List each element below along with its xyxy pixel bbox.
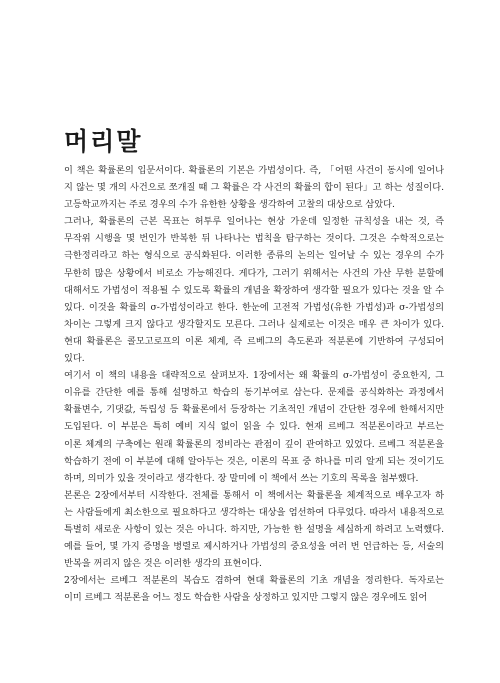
text-line: 현대 확률론은 콜모고로프의 이론 체계, 즉 르베그의 측도론과 적분론에 기반하여 구성되어 — [64, 335, 444, 347]
paragraph — [64, 572, 444, 606]
text-line: 이 책은 확률론의 입문서이다. 확률론의 기본은 가법성이다. 즉, 「어떤 사건이 동시에 일어나 — [64, 165, 444, 176]
text-line: 본론은 2장에서부터 시작한다. 전체를 통해서 이 책에서는 확률론을 체계적으로 배우고자 하 — [64, 489, 444, 501]
text-line: 이미 르베그 적분론을 어느 정도 학습한 사람을 상정하고 있지만 그렇지 않은 경우에도 읽어 — [64, 592, 428, 604]
text-line: 반복을 꺼리지 않은 것은 이러한 생각의 표현이다. — [64, 558, 262, 570]
text-line: 있다. — [64, 353, 85, 365]
paragraph — [64, 487, 444, 572]
body-text — [64, 162, 444, 606]
text-line: 도입된다. 이 부분은 특히 예비 지식 없이 읽을 수 있다. 현재 르베그 적분론이라고 부르는 — [64, 421, 444, 433]
page-title: 머리말 — [64, 127, 143, 156]
text-line: 그러나, 확률론의 근본 목표는 허투루 일어나는 현상 가운데 일정한 규칙성을 내는 것, 즉 — [64, 216, 444, 228]
text-line: 학습하기 전에 이 부분에 대해 알아두는 것은, 이론의 목표 중 하나를 미리 알게 되는 것이기도 — [64, 455, 444, 467]
paragraph — [64, 213, 444, 367]
text-line: 특별히 새로운 사항이 있는 것은 아니다. 하지만, 가능한 한 설명을 세심하게 하려고 노력했다. — [64, 523, 444, 535]
text-line: 는 사람들에게 최소한으로 필요하다고 생각하는 대상을 엄선하여 다루었다. 따라서 내용적으로 — [64, 506, 444, 518]
text-line: 고등학교까지는 주로 경우의 수가 유한한 상황을 생각하여 고찰의 대상으로 삼았다. — [64, 199, 395, 211]
text-line: 예를 들어, 몇 가지 증명을 병렬로 제시하거나 가법성의 중요성을 여러 번 언급하는 등, 서술의 — [64, 541, 444, 553]
paragraph — [64, 367, 444, 487]
text-line: 무작위 시행을 몇 번인가 반복한 뒤 나타나는 법칙을 탐구하는 것이다. 그것은 수학적으로는 — [64, 233, 444, 245]
text-line: 대해서도 가법성이 적용될 수 있도록 확률의 개념을 확장하여 생각할 필요가 있다는 것을 알 수 — [64, 284, 444, 296]
text-line: 무한히 많은 상황에서 비로소 가능해진다. 게다가, 그러기 위해서는 사건의 가산 무한 분할에 — [64, 267, 444, 279]
text-line: 차이는 그렇게 크지 않다고 생각할지도 모른다. 그러나 실제로는 이것은 매우 큰 차이가 있다. — [64, 318, 444, 330]
text-line: 이유를 간단한 예를 통해 설명하고 학습의 동기부여로 삼는다. 문제를 공식화하는 과정에서 — [64, 387, 444, 399]
text-line: 하며, 의미가 있을 것이라고 생각한다. 장 말미에 이 책에서 쓰는 기호의 목록을 첨부했다. — [64, 472, 419, 484]
text-line: 이론 체계의 구축에는 원래 확률론의 정비라는 관점이 깊이 관여하고 있었다. 르베그 적분론을 — [64, 438, 444, 450]
paragraph — [64, 162, 444, 213]
text-line: 극한정리라고 하는 형식으로 공식화된다. 이러한 종류의 논의는 일어날 수 있는 경우의 수가 — [64, 250, 444, 262]
text-line: 여기서 이 책의 내용을 대략적으로 살펴보자. 1장에서는 왜 확률의 σ-가법성이 중요한지, 그 — [64, 370, 444, 382]
text-line: 확률변수, 기댓값, 독립성 등 확률론에서 등장하는 기초적인 개념이 간단한 경우에 한해서지만 — [64, 404, 444, 416]
text-line: 지 않는 몇 개의 사건으로 쪼개질 때 그 확률은 각 사건의 확률의 합이 된다」고 하는 성질이다. — [64, 182, 444, 194]
text-line: 2장에서는 르베그 적분론의 복습도 겸하여 현대 확률론의 기초 개념을 정리한다. 독자로는 — [64, 575, 444, 587]
text-line: 있다. 이것을 확률의 σ-가법성이라고 한다. 한눈에 고전적 가법성(유한 가법성)과 σ-가법성의 — [64, 301, 444, 313]
